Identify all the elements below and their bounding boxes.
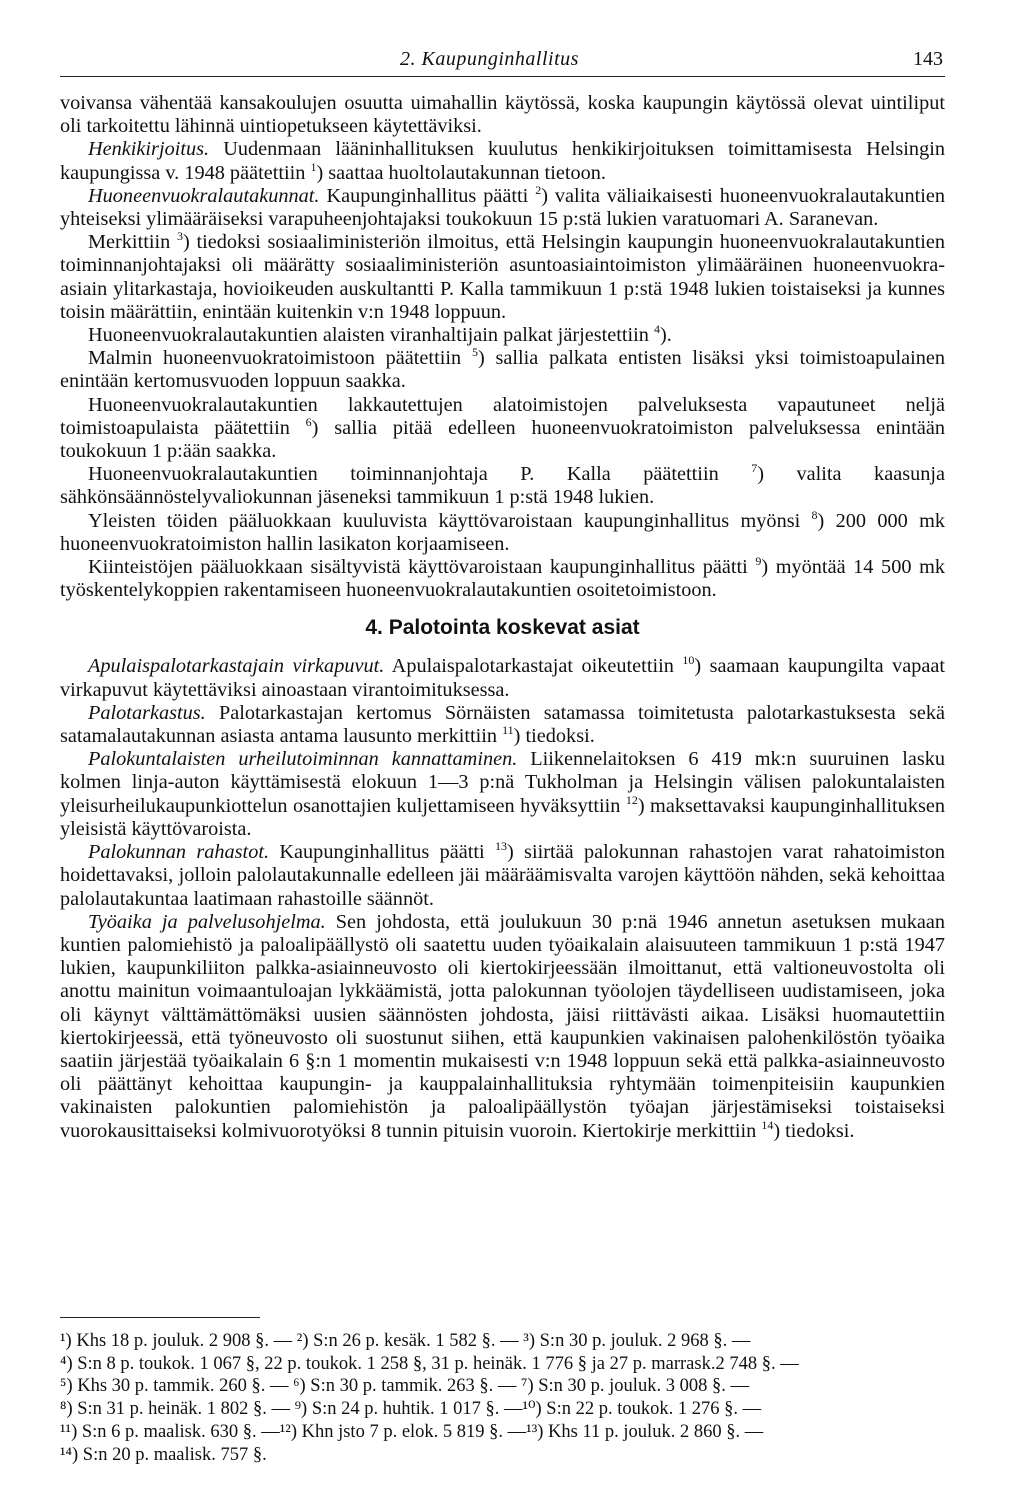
paragraph-text: ) saattaa huoltolautakunnan tietoon.	[316, 161, 606, 184]
paragraph-title: Palokunnan rahastot.	[88, 841, 270, 864]
paragraph-title: Apulaispalotarkastajain virkapuvut.	[88, 655, 385, 678]
paragraph-text: Palotarkastajan kertomus Sörnäisten satamassa toimitetusta palotarkastuksesta sekä satamalautakunnan asiasta antama lausunto merkittiin	[60, 701, 945, 748]
footnote-ref: 6	[305, 415, 312, 430]
running-header	[60, 46, 945, 77]
paragraph-text: Malmin huoneenvuokratoimistoon päätettiin	[88, 347, 472, 370]
paragraph-palkat	[60, 324, 945, 347]
paragraph-malmi	[60, 347, 945, 393]
footnote-ref: 5	[471, 345, 478, 360]
paragraph-title: Työaika ja palvelusohjelma.	[88, 910, 326, 933]
body-text	[60, 92, 945, 1143]
paragraph-text: Liikennelaitoksen 6 419 mk:n suuruinen lasku kolmen linja-auton käyttämisestä elokuun 1—3 p:nä Tukholman ja Helsingin välisen palokuntalaisten yleisurheilukaupunkiottelun osanottajien kuljettamiseen hyväksyttiin	[60, 748, 946, 817]
paragraph-valiokunta	[60, 463, 945, 509]
footnote-ref: 8	[811, 507, 818, 522]
paragraph-alatoimistot	[60, 394, 945, 464]
footnote-ref: 7	[751, 461, 758, 476]
paragraph-text: Huoneenvuokralautakuntien lakkautettujen alatoimistojen palveluksesta vapautuneet neljä toimistoapulaista päätettiin	[60, 393, 945, 439]
paragraph-text: ) valita kaasunja sähkönsäännöstelyvaliokunnan jäseneksi tammikuun 1 p:stä 1948 lukien.	[60, 463, 946, 509]
paragraph-text: Kaupunginhallitus päätti	[269, 841, 495, 864]
paragraph-toiminnanjohtaja	[60, 231, 945, 324]
footnote-ref: 11	[502, 723, 514, 738]
paragraph-title: Palokuntalaisten urheilutoiminnan kannattaminen.	[88, 748, 518, 771]
footnote-ref: 9	[755, 554, 762, 569]
paragraph-title: Henkikirjoitus.	[88, 138, 210, 161]
footnote-line: ⁴) S:n 8 p. toukok. 1 067 §, 22 p. toukok. 1 258 §, 31 p. heinäk. 1 776 § ja 27 p. marrask.2 748 §. —	[60, 1353, 799, 1374]
footnote-ref: 12	[625, 792, 638, 807]
footnote-line: ⁵) Khs 30 p. tammik. 260 §. — ⁶) S:n 30 p. tammik. 263 §. — ⁷) S:n 30 p. jouluk. 3 008 §. —	[60, 1376, 749, 1397]
paragraph-rahastot	[60, 841, 945, 911]
paragraph-tyoaika	[60, 911, 945, 1143]
paragraph-text: ) sallia palkata entisten lisäksi yksi toimistoapulainen enintään kertomusvuoden loppuun saakka.	[60, 347, 945, 393]
paragraph-title: Huoneenvuokralautakunnat.	[88, 184, 320, 207]
running-title: 2. Kaupunginhallitus	[400, 48, 579, 70]
paragraph-text: Huoneenvuokralautakuntien toiminnanjohtaja P. Kalla päätettiin	[88, 463, 752, 486]
paragraph-text: ) 200 000 mk huoneenvuokratoimiston hallin lasikaton korjaamiseen.	[60, 509, 945, 555]
section-heading: 4. Palotointa koskevat asiat	[365, 616, 640, 640]
footnote-line: ¹⁴) S:n 20 p. maalisk. 757 §.	[60, 1444, 267, 1465]
paragraph-text: Huoneenvuokralautakuntien alaisten viranhaltijain palkat järjestettiin	[88, 324, 654, 347]
paragraph-text: Kiinteistöjen pääluokkaan sisältyvistä käyttövaroistaan kaupunginhallitus päätti	[88, 556, 756, 579]
paragraph-tyoskentelykopit	[60, 556, 945, 602]
paragraph-text: ) sallia pitää edelleen huoneenvuokratoimiston palveluksessa enintään toukokuun 1 p:ään saakka.	[60, 416, 945, 463]
paragraph-text: Uudenmaan lääninhallituksen kuulutus henkikirjoituksen toimittamisesta Helsingin kaupungissa v. 1948 päätettiin	[60, 138, 945, 184]
footnote-line: ⁸) S:n 31 p. heinäk. 1 802 §. — ⁹) S:n 24 p. huhtik. 1 017 §. —¹⁰) S:n 22 p. toukok. 1 276 §. —	[60, 1399, 762, 1420]
footnote-ref: 14	[761, 1117, 774, 1132]
paragraph-text: ) maksettavaksi kaupunginhallituksen yleisistä käyttövaroista.	[60, 794, 945, 840]
paragraph-text: Yleisten töiden pääluokkaan kuuluvista käyttövaroistaan kaupunginhallitus myönsi	[88, 509, 812, 532]
paragraph-virkapuvut	[60, 655, 945, 701]
footnote-line: ¹) Khs 18 p. jouluk. 2 908 §. — ²) S:n 26 p. kesäk. 1 582 §. — ³) S:n 30 p. jouluk. 2 968 §. —	[60, 1331, 751, 1351]
paragraph-title: Palotarkastus.	[88, 701, 206, 724]
paragraph-huoneenvuokralautakunnat	[60, 185, 945, 231]
footnote-ref: 10	[682, 653, 695, 668]
footnote-line: ¹¹) S:n 6 p. maalisk. 630 §. —¹²) Khn jsto 7 p. elok. 5 819 §. —¹³) Khs 11 p. jouluk. 2 860 §. —	[60, 1421, 764, 1442]
paragraph-text: ) siirtää palokunnan rahastojen varat rahatoimiston hoidettavaksi, jolloin palolautakunnalle edelleen jäi määräämisvalta varojen käyttöön nähden, sekä kehoittaa palolautakuntaa laatimaan rahastoille säännöt.	[60, 841, 945, 910]
paragraph-text: ) tiedoksi.	[773, 1119, 855, 1142]
footnote-ref: 2	[535, 183, 542, 198]
paragraph-henkikirjoitus	[60, 138, 945, 184]
paragraph-text: ).	[660, 324, 672, 347]
paragraph-text: ) tiedoksi sosiaaliministeriön ilmoitus, että Helsingin kaupungin huoneenvuokralautakuntien toiminnanjohtajaksi oli määrätty sosiaaliministeriön asuntoasiaintoimiston ylimääräinen huoneenvuokra-asiain ylitarkastaja, hovioikeuden auskultantti P. Kalla tammikuun 1 p:stä 1948 lukien toistaiseksi ja kunnes toisin määrättiin, enintään kuitenkin v:n 1948 loppuun.	[60, 231, 945, 323]
paragraph-text: Sen johdosta, että joulukuun 30 p:nä 1946 annetun asetuksen mukaan kuntien palomiehistö ja paloalipäällystö oli saatettu uuden työaikalain alaisuuteen tammikuun 1 p:stä 1947 lukien, kaupunkiliiton palkka-asiainneuvosto oli kiertokirjeessään ilmoittanut, että valtioneuvostolta oli anottu mainitun voimaantuloajan lykkäämistä, jotta palokunnan työolojen täydelliseen uudistamiseen, joka oli käynyt välttämättömäksi uusien säännösten johdosta, jäisi riittävästi aikaa. Lisäksi huomautettiin kiertokirjeessä, että työneuvosto oli suostunut siihen, että kaupunkien vakinaisen palohenkilöstön työaika saatiin järjestää työaikalain 6 §:n 1 momentin mukaisesti v:n 1948 loppuun sekä että palkka-asiainneuvosto oli päättänyt kehoittaa kaupungin- ja kauppalainhallituksia ryhtymään toimenpiteisiin kaupunkien vakinaisten palokuntien palomiehistön ja paloalipäällystön työajan järjestämiseksi toistaiseksi vuorokausittaiseksi kolmivuorotyöksi 8 tunnin pituisin vuoroin. Kiertokirje merkittiin	[60, 910, 945, 1142]
paragraph-palotarkastus	[60, 702, 945, 748]
paragraph-lasikatto	[60, 507, 945, 556]
footnotes	[60, 1317, 945, 1466]
paragraph-text: Merkittiin	[88, 231, 177, 254]
paragraph-text: voivansa vähentää kansakoulujen osuutta uimahallin käytössä, koska kaupungin käytössä olevat uintiliput oli tarkoitettu lähinnä uintiopetukseen käytettäviksi.	[60, 92, 945, 138]
footnote-ref: 13	[494, 839, 507, 854]
paragraph-text: ) tiedoksi.	[513, 725, 595, 748]
footnote-rule	[60, 1317, 260, 1318]
footnote-ref: 1	[310, 159, 317, 174]
paragraph-urheilutoiminta	[60, 748, 945, 841]
footnote-ref: 4	[654, 322, 660, 337]
paragraph-uimahalli	[60, 92, 945, 138]
footnote-ref: 3	[177, 229, 183, 244]
paragraph-text: Apulaispalotarkastajat oikeutettiin	[384, 655, 683, 678]
page-number: 143	[913, 48, 943, 70]
paragraph-text: ) saamaan kaupungilta vapaat virkapuvut käytettäviksi ainoastaan virantoimituksessa.	[60, 655, 945, 701]
paragraph-text: ) myöntää 14 500 mk työskentelykoppien rakentamiseen huoneenvuokralautakuntien osoitetoimistoon.	[60, 556, 945, 602]
paragraph-text: Kaupunginhallitus päätti	[319, 184, 536, 207]
paragraph-text: ) valita väliaikaisesti huoneenvuokralautakuntien yhteiseksi ylimääräiseksi varapuheenjohtajaksi toukokuun 15 p:stä lukien varatuomari A. Saranevan.	[60, 184, 945, 231]
